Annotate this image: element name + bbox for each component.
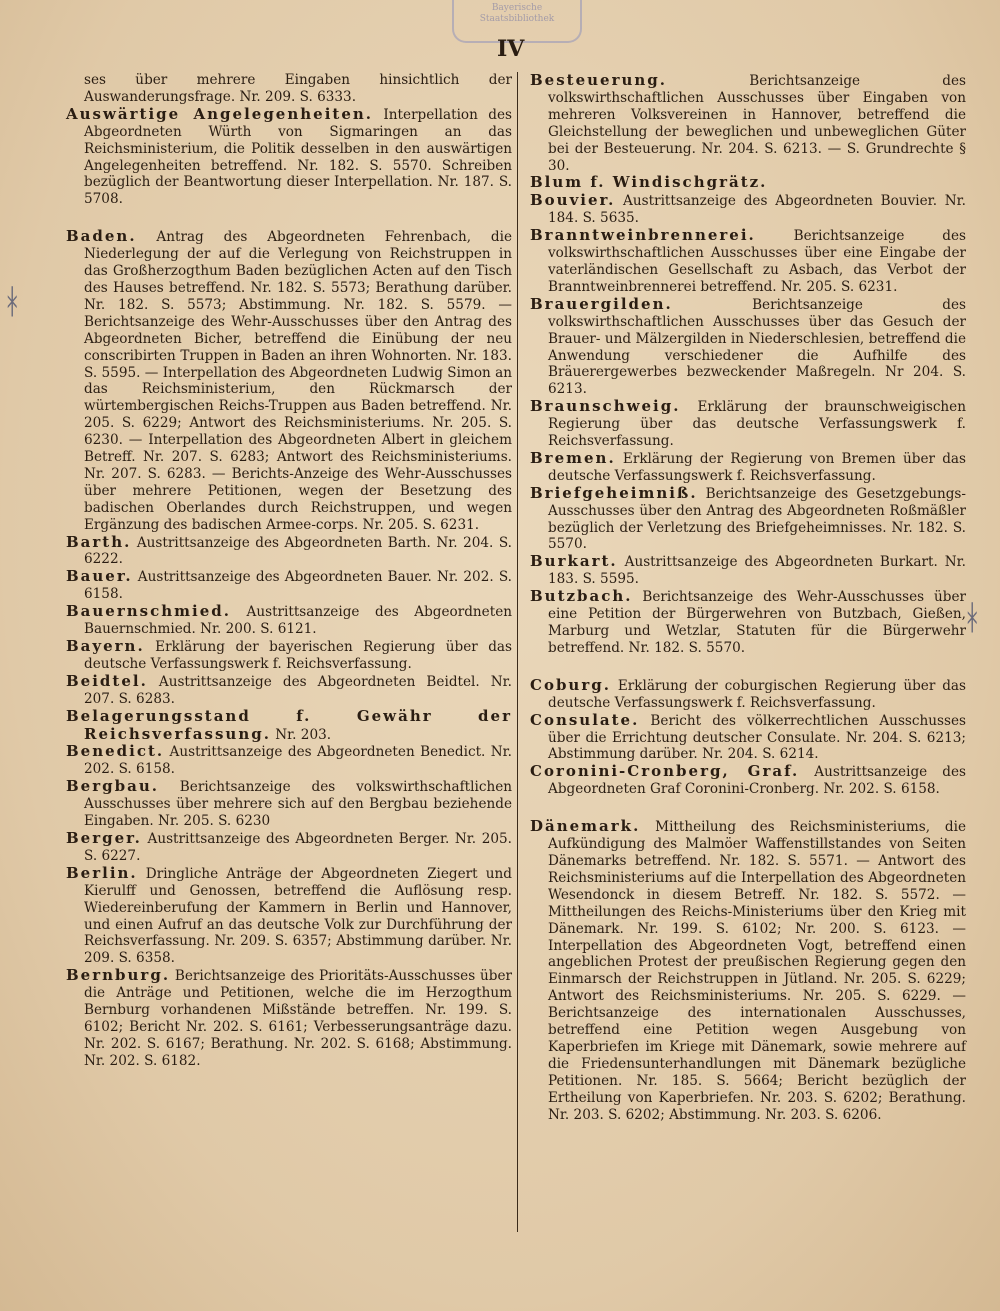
entry-text: Austrittsanzeige des Abgeordneten Graf Coronini-Cronberg. Nr. 202. S. 6158. xyxy=(548,764,966,798)
index-entry xyxy=(530,450,966,485)
pencil-mark-right: ᚼ xyxy=(962,598,983,638)
entry-keyword: Bergbau. xyxy=(66,777,159,796)
entry-keyword: Barth. xyxy=(66,532,132,551)
index-entry xyxy=(66,534,512,569)
index-entry xyxy=(530,192,966,227)
index-entry xyxy=(66,967,512,1069)
entry-text: Austrittsanzeige des Abgeordneten Barth. Nr. 204. S. 6222. xyxy=(84,534,512,568)
index-entry xyxy=(530,553,966,588)
entry-keyword: Benedict. xyxy=(66,742,165,761)
entry-keyword: Coburg. xyxy=(530,675,611,694)
entry-text: Bericht des völkerrechtlichen Ausschusses über die Errichtung deutscher Consulate. Nr. 204. S. 6213; Abstimmung darüber. Nr. 204. S. 6214. xyxy=(548,712,966,763)
entry-text: Austrittsanzeige des Abgeordneten Bauer. Nr. 202. S. 6158. xyxy=(84,569,512,603)
entry-keyword: Consulate. xyxy=(530,710,640,729)
library-stamp: Bayerische Staatsbibliothek xyxy=(452,0,582,43)
left-column xyxy=(66,72,512,1070)
entry-text: Erklärung der Regierung von Bremen über das deutsche Verfassungswerk f. Reichsverfassung. xyxy=(548,450,966,484)
entry-text: Erklärung der braunschweigischen Regierung über das deutsche Verfassungswerk f. Reichsverfassung. xyxy=(548,399,966,450)
index-entry xyxy=(530,818,966,1123)
entry-keyword: Auswärtige Angelegenheiten. xyxy=(66,104,374,123)
entry-text: Austrittsanzeige des Abgeordneten Berger. Nr. 205. S. 6227. xyxy=(84,830,512,864)
entry-keyword: Blum f. Windischgrätz. xyxy=(530,173,768,192)
entry-keyword: Berlin. xyxy=(66,863,138,882)
index-entry xyxy=(66,830,512,865)
index-entry xyxy=(530,296,966,398)
entry-keyword: Butzbach. xyxy=(530,587,633,606)
entry-keyword: Brauergilden. xyxy=(530,294,673,313)
entry-text: Nr. 203. xyxy=(270,726,332,743)
entry-text: Berichtsanzeige des Prioritäts-Ausschusses über die Anträge und Petitionen, welche die im Herzogthum Bernburg vorhandenen Mißstände betreffen. Nr. 199. S. 6102; Bericht Nr. 202. S. 6161; Verbesserungsanträge dazu. Nr. 202. S. 6167; Berathung. Nr. 202. S. 6168; Abstimmung. Nr. 202. S. 6182. xyxy=(84,968,512,1069)
index-entry xyxy=(66,72,512,106)
entry-keyword: Baden. xyxy=(66,227,137,246)
entry-text: Austrittsanzeige des Abgeordneten Bouvier. Nr. 184. S. 5635. xyxy=(548,193,966,227)
index-entry xyxy=(530,72,966,174)
column-divider xyxy=(517,72,518,1232)
entry-text: Berichtsanzeige des Wehr-Ausschusses über eine Petition der Bürgerwehren von Butzbach, Gießen, Marburg und Wetzlar, Statuten für die Bürgerwehr betreffend. Nr. 182. S. 5570. xyxy=(548,589,966,656)
index-entry xyxy=(530,485,966,554)
entry-text: Interpellation des Abgeordneten Würth von Sigmaringen an das Reichsministerium, die Politik desselben in den auswärtigen Angelegenheiten betreffend. Nr. 182. S. 5570. Schreiben bezüglich der Beantwortung dieser Interpellation. Nr. 187. S. 5708. xyxy=(84,106,512,208)
index-entry xyxy=(66,865,512,967)
entry-keyword: Bernburg. xyxy=(66,966,171,985)
entry-keyword: Bayern. xyxy=(66,637,145,655)
index-entry xyxy=(66,708,512,744)
index-entry xyxy=(66,106,512,208)
entry-text: Berichtsanzeige des volkswirthschaftlichen Ausschusses über eine Eingabe der vaterländischen Gesellschaft zu Asbach, das Verbot der Branntweinbrennerei betreffend. Nr. 205. S. 6231. xyxy=(548,228,966,295)
entry-text: Austrittsanzeige des Abgeordneten Beidtel. Nr. 207. S. 6283. xyxy=(84,673,512,707)
entry-keyword: Bouvier. xyxy=(530,191,616,210)
pencil-mark-left: ᚼ xyxy=(2,282,23,322)
entry-gap xyxy=(530,798,966,818)
entry-keyword: Bremen. xyxy=(530,448,616,467)
entry-text: Austrittsanzeige des Abgeordneten Burkart. Nr. 183. S. 5595. xyxy=(548,554,966,588)
index-entry xyxy=(530,588,966,657)
entry-text: Dringliche Anträge der Abgeordneten Ziegert und Kierulff und Genossen, betreffend die Auflösung resp. Wiedereinberufung der Kammern in Berlin und Hannover, und einen Aufruf an das deutsche Volk zur Durchführung der Reichsverfassung. Nr. 209. S. 6357; Abstimmung darüber. Nr. 209. S. 6358. xyxy=(84,865,512,967)
page-number: IV xyxy=(497,36,525,62)
index-entry xyxy=(530,677,966,712)
index-entry xyxy=(66,568,512,603)
index-entry xyxy=(66,778,512,830)
index-entry xyxy=(530,398,966,450)
entry-text: Austrittsanzeige des Abgeordneten Bauernschmied. Nr. 200. S. 6121. xyxy=(84,604,512,638)
right-column xyxy=(530,72,966,1123)
entry-keyword: Bauer. xyxy=(66,567,133,586)
entry-text: Berichtsanzeige des Gesetzgebungs-Ausschusses über den Antrag des Abgeordneten Roßmäßler bezüglich der Verletzung des Briefgeheimnisses. Nr. 182. S. 5570. xyxy=(548,485,966,553)
entry-keyword: Dänemark. xyxy=(530,817,641,836)
entry-text: Berichtsanzeige des volkswirthschaftlichen Ausschusses über mehrere sich auf den Bergbau beziehende Eingaben. Nr. 205. S. 6230 xyxy=(84,779,512,830)
entry-text: ses über mehrere Eingaben hinsichtlich der Auswanderungsfrage. Nr. 209. S. 6333. xyxy=(84,72,512,105)
entry-text: Antrag des Abgeordneten Fehrenbach, die Niederlegung der auf die Verlegung von Reichstruppen in das Großherzogthum Baden bezüglichen Acten auf den Tisch des Hauses betreffend. Nr. 182. S. 5573; Berathung darüber. Nr. 182. S. 5573; Abstimmung. Nr. 182. S. 5579. — Berichtsanzeige des Wehr-Ausschusses über den Antrag des Abgeordneten Bicher, betreffend die Einübung der neu conscribirten Truppen in Baden an ihren Wohnorten. Nr. 183. S. 5595. — Interpellation des Abgeordneten Ludwig Simon an das Reichsministerium, den Rückmarsch der würtembergischen Reichs-Truppen aus Baden betreffend. Nr. 205. S. 6229; Antwort des Reichsministeriums. Nr. 205. S. 6230. — Interpellation des Abgeordneten Albert in gleichem Betreff. Nr. 207. S. 6283; Antwort des Reichsministeriums. Nr. 207. S. 6283. — Berichts-Anzeige des Wehr-Ausschusses über mehrere Petitionen, wegen der Besetzung des badischen Oberlandes durch Reichstruppen, und wegen Ergänzung des badischen Armee-corps. Nr. 205. S. 6231. xyxy=(84,229,512,533)
entry-text: Mittheilung des Reichsministeriums, die Aufkündigung des Malmöer Waffenstillstandes von Seiten Dänemarks betreffend. Nr. 182. S. 5571. — Antwort des Reichsministeriums auf die Interpellation des Abgeordneten Wesendonck in diesem Betreff. Nr. 182. S. 5572. — Mittheilungen des Reichs-Ministeriums über den Krieg mit Dänemark. Nr. 199. S. 6102; Nr. 200. S. 6123. — Interpellation des Abgeordneten Vogt, betreffend einen angeblichen Protest der preußischen Regierung gegen den Einmarsch der Reichstruppen in Jütland. Nr. 205. S. 6229; Antwort des Reichsministeriums. Nr. 205. S. 6229. — Berichtsanzeige des internationalen Ausschusses, betreffend eine Petition wegen Ausgebung von Kaperbriefen im Kriege mit Dänemark, sowie mehrere auf die Friedensunterhandlungen mit Dänemark bezügliche Petitionen. Nr. 185. S. 5664; Bericht bezüglich der Ertheilung von Kaperbriefen. Nr. 203. S. 6202; Berathung. Nr. 203. S. 6202; Abstimmung. Nr. 203. S. 6206. xyxy=(548,819,966,1123)
index-entry xyxy=(530,174,966,192)
entry-keyword: Burkart. xyxy=(530,552,618,571)
entry-keyword: Beidtel. xyxy=(66,671,148,690)
entry-keyword: Briefgeheimniß. xyxy=(530,483,698,502)
entry-keyword: Braunschweig. xyxy=(530,397,681,416)
entry-text: Erklärung der coburgischen Regierung über das deutsche Verfassungswerk f. Reichsverfassung. xyxy=(548,677,966,711)
index-entry xyxy=(530,227,966,296)
entry-text: Austrittsanzeige des Abgeordneten Benedict. Nr. 202. S. 6158. xyxy=(84,744,512,778)
index-entry xyxy=(66,743,512,778)
index-entry xyxy=(530,763,966,798)
entry-text: Berichtsanzeige des volkswirthschaftlichen Ausschusses über Eingaben von mehreren Volksvereinen in Hannover, betreffend die Gleichstellung der beweglichen und unbeweglichen Güter bei der Besteuerung. Nr. 204. S. 6213. — S. Grundrechte § 30. xyxy=(548,73,966,174)
entry-gap xyxy=(66,208,512,228)
index-entry xyxy=(66,228,512,533)
entry-keyword: Coronini-Cronberg, Graf. xyxy=(530,762,800,781)
index-entry xyxy=(66,673,512,708)
entry-text: Erklärung der bayerischen Regierung über das deutsche Verfassungswerk f. Reichsverfassung. xyxy=(84,639,512,672)
index-entry xyxy=(66,638,512,673)
index-entry xyxy=(530,712,966,764)
entry-text: Berichtsanzeige des volkswirthschaftlichen Ausschusses über das Gesuch der Brauer- und Mälzergilden in Niederschlesien, betreffend die Anwendung verschiedener die Aufhilfe des Bräuerergewerbes bezweckender Maßregeln. Nr 204. S. 6213. xyxy=(548,296,966,398)
index-entry xyxy=(66,603,512,638)
entry-keyword: Berger. xyxy=(66,828,142,847)
entry-keyword: Branntweinbrennerei. xyxy=(530,226,756,245)
entry-keyword: Bauernschmied. xyxy=(66,602,231,621)
entry-keyword: Besteuerung. xyxy=(530,71,668,89)
entry-gap xyxy=(530,657,966,677)
entry-keyword: Belagerungsstand f. Gewähr der Reichsverfassung. xyxy=(66,706,512,743)
